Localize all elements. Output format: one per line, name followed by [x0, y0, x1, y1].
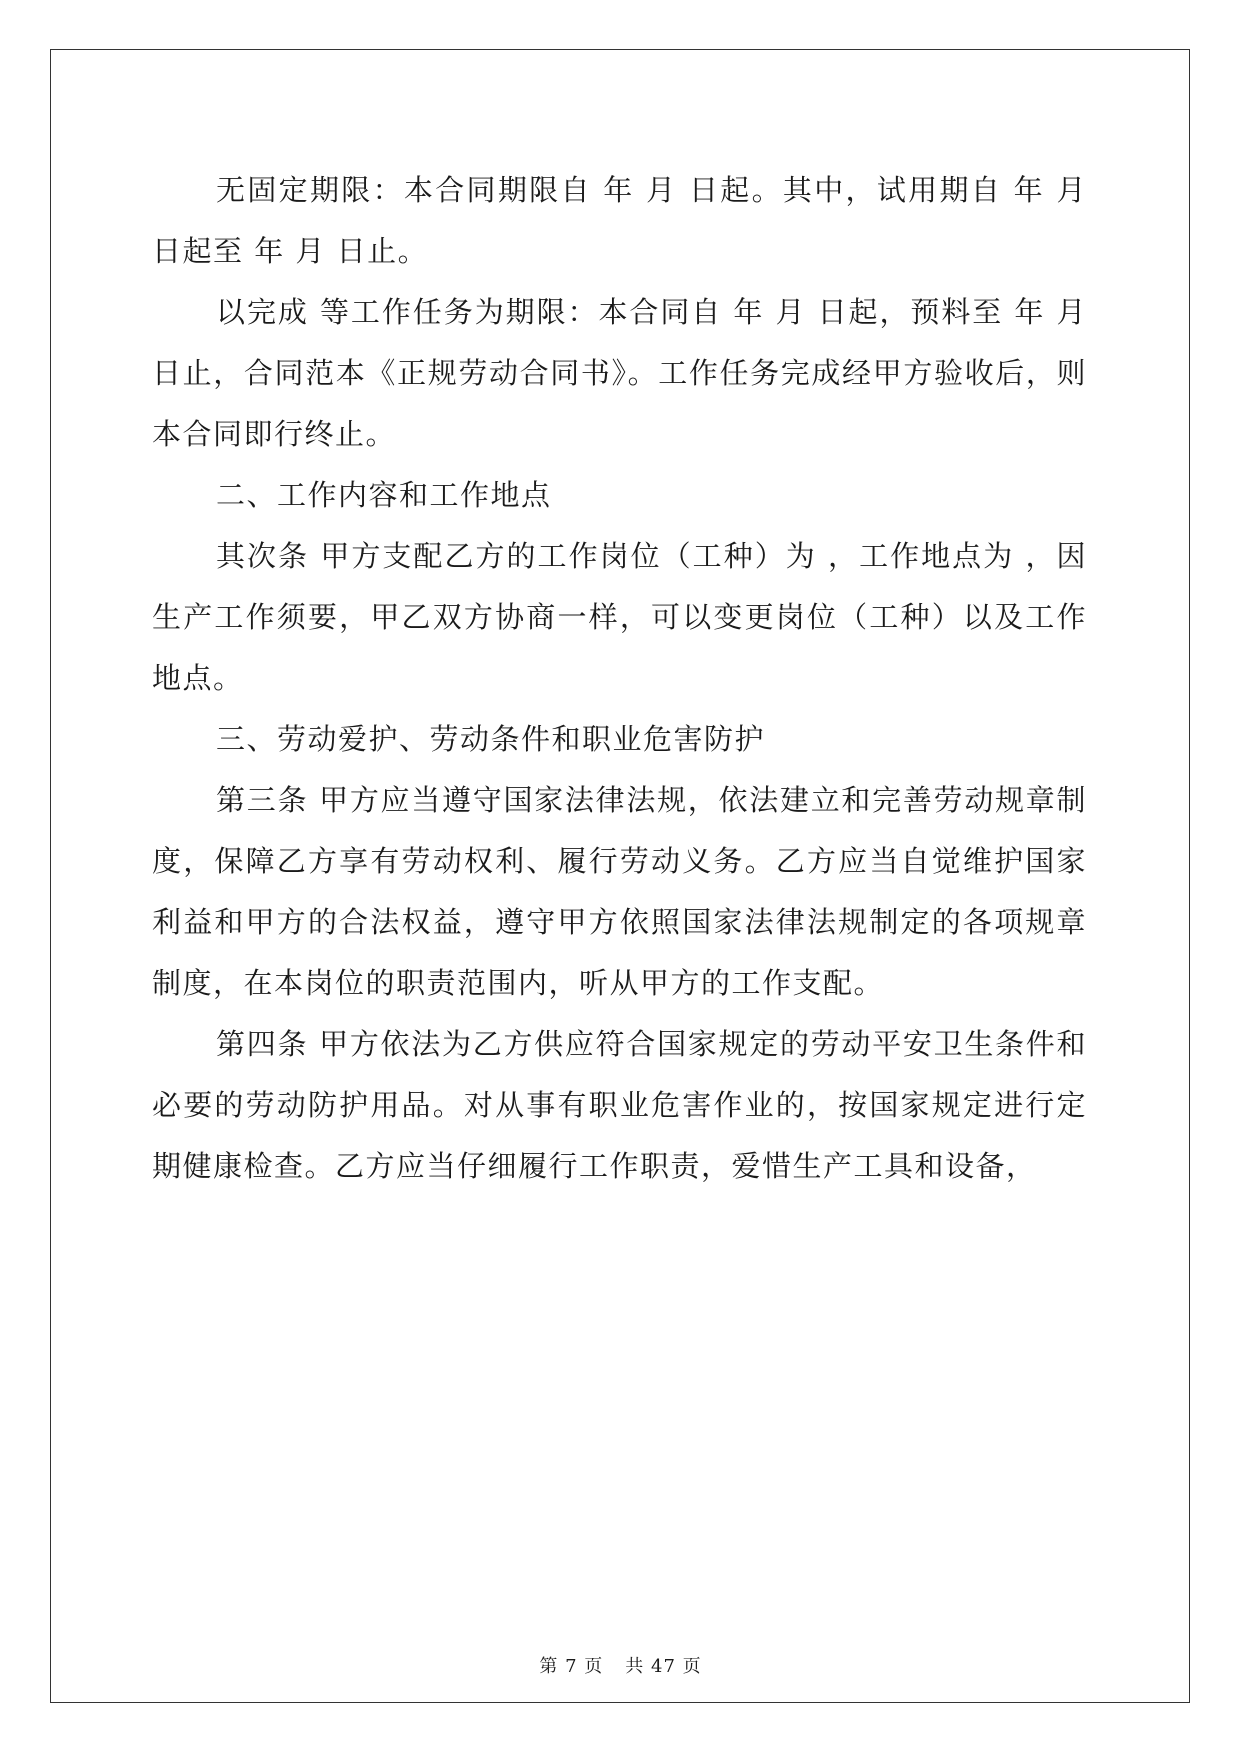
paragraph-article-3: 第三条 甲方应当遵守国家法律法规，依法建立和完善劳动规章制度，保障乙方享有劳动权利、履行劳动义务。乙方应当自觉维护国家利益和甲方的合法权益，遵守甲方依照国家法律法规制定的各项规章制度，在本岗位的职责范围内，听从甲方的工作支配。 — [152, 783, 1087, 1000]
section-heading-labor-protection: 三、劳动爱护、劳动条件和职业危害防护 — [216, 722, 766, 756]
section-heading-work-content: 二、工作内容和工作地点 — [216, 478, 552, 512]
paragraph-article-2: 其次条 甲方支配乙方的工作岗位（工种）为 ，工作地点为 ，因生产工作须要，甲乙双方协商一样，可以变更岗位（工种）以及工作地点。 — [152, 539, 1087, 695]
page-total: 共 47 页 — [625, 1656, 702, 1677]
paragraph-article-4: 第四条 甲方依法为乙方供应符合国家规定的劳动平安卫生条件和必要的劳动防护用品。对从事有职业危害作业的，按国家规定进行定期健康检查。乙方应当仔细履行工作职责，爱惜生产工具和设备， — [152, 1027, 1087, 1183]
page-number: 第 7 页 — [539, 1656, 604, 1677]
paragraph-task-term: 以完成 等工作任务为期限：本合同自 年 月 日起，预料至 年 月 日止，合同范本《正规劳动合同书》。工作任务完成经甲方验收后，则本合同即行终止。 — [152, 295, 1087, 451]
paragraph-fixed-term: 无固定期限：本合同期限自 年 月 日起。其中，试用期自 年 月 日起至 年 月 日止。 — [152, 173, 1087, 268]
page-footer — [0, 1652, 1241, 1678]
document-body — [152, 160, 1087, 1197]
